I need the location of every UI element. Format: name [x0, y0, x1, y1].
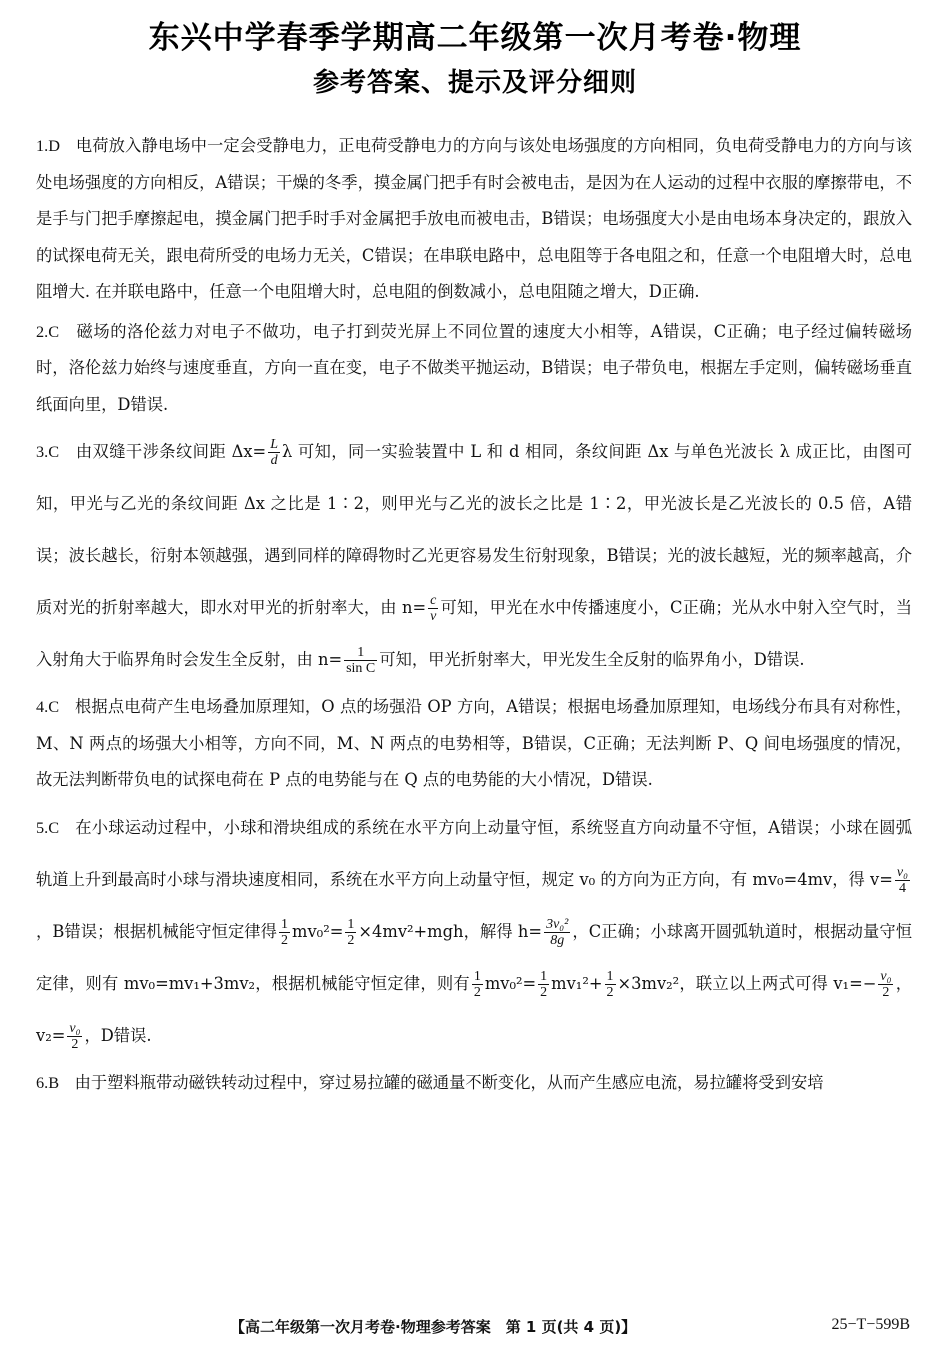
answers-body — [36, 128, 912, 1104]
answer-label: 5.C — [36, 817, 60, 837]
answer-text: 根据点电荷产生电场叠加原理知，O 点的场强沿 OP 方向，A错误；根据电场叠加原理知，电场线分布具有对称性，M、N 两点的场强大小相等，方向不同，M、N 两点的电势相等，B错误，C正确；无法判断 P、Q 间电场强度的情况，故无法判断带负电的试探电荷在 P 点的电势能与在 Q 点的电势能的大小情况，D错误. — [36, 697, 912, 789]
answer-label: 4.C — [36, 697, 60, 716]
answer-label: 1.D — [36, 136, 60, 155]
fraction: $\frac{1}{2}$ — [347, 916, 355, 948]
answer-item-5: 5.C 在小球运动过程中，小球和滑块组成的系统在水平方向上动量守恒，系统竖直方向动量不守恒，A错误；小球在圆弧轨道上升到最高时小球与滑块速度相同，系统在水平方向上动量守恒，规定 v₀ 的方向为正方向，有 mv₀=4mv，得 v= $\frac{\text{v₀}}{4}$ ，B错误；根据机械能守恒定律得 $\frac{1}{2}$ mv₀²= $\frac{1}{2}$ ×4mv²+mgh，解得 h= $\frac{\text{3v₀²}}{8g}$ ，C正确；小球离开圆弧轨道时，根据动量守恒定律，则有 mv₀=mv₁+3mv₂，根据机械能守恒定律，则有 $\frac{1}{2}$ mv₀²= $\frac{1}{2}$ mv₁²+ $\frac{1}{2}$ ×3mv₂²，联立以上两式可得 v₁=− $\frac{\text{v₀}}{2}$ ，v₂= $\frac{\text{v₀}}{2}$ ，D错误. — [36, 817, 913, 1052]
answer-item-6 — [36, 1065, 912, 1102]
fraction: $\frac{1}{2}$ — [540, 968, 548, 1000]
page-subtitle: 参考答案、提示及评分细则 — [312, 68, 637, 98]
answer-text: 磁场的洛伦兹力对电子不做功，电子打到荧光屏上不同位置的速度大小相等，A错误，C正确；电子经过偏转磁场时，洛伦兹力始终与速度垂直，方向一直在变，电子不做类平抛运动，B错误；电子带负电，根据左手定则，偏转磁场垂直纸面向里，D错误. — [36, 321, 912, 414]
page-title: 东兴中学春季学期高二年级第一次月考卷·物理 — [148, 20, 802, 56]
fraction: $\frac{1}{\text{sin C}}$ — [346, 645, 376, 676]
footer-page-info: 【高二年级第一次月考卷·物理参考答案 第 1 页(共 4 页)】 — [230, 1318, 637, 1336]
fraction: $\frac{L}{d}$ — [270, 437, 278, 468]
fraction: $\frac{\text{3v₀²}}{8g}$ — [546, 916, 569, 948]
answer-item-3: 3.C 由双缝干涉条纹间距 Δx= $\frac{L}{d}$ λ 可知，同一实验装置中 L 和 d 相同，条纹间距 Δx 与单色光波长 λ 成正比，由图可知，甲光与乙光的条纹间距 Δx 之比是 1∶2，则甲光与乙光的波长之比是 1∶2，甲光波长是乙光波长的 0.5 倍，A错误；波长越长，衍射本领越强，遇到同样的障碍物时乙光更容易发生衍射现象，B错误；光的波长越短，光的频率越高，介质对光的折射率越大，即水对甲光的折射率大，由 n= $\frac{c}{v}$ 可知，甲光在水中传播速度小，C正确；光从水中射入空气时，当入射角大于临界角时会发生全反射，由 n= $\frac{1}{\text{sin C}}$ 可知，甲光折射率大，甲光发生全反射的临界角小，D错误. — [36, 437, 912, 676]
answer-text: 由双缝干涉条纹间距 Δx= — [75, 442, 267, 461]
fraction: $\frac{1}{2}$ — [473, 968, 481, 1000]
answer-label: 3.C — [36, 442, 60, 461]
answer-label: 2.C — [36, 321, 60, 341]
fraction: $\frac{1}{2}$ — [606, 968, 614, 1000]
fraction: $\frac{1}{2}$ — [281, 916, 289, 948]
fraction: $\frac{\text{v₀}}{2}$ — [69, 1020, 81, 1052]
answer-label: 6.B — [36, 1072, 60, 1092]
answer-item-4 — [36, 689, 912, 799]
answer-item-2 — [36, 314, 912, 424]
page-footer — [0, 1316, 950, 1346]
answer-text: 由于塑料瓶带动磁铁转动过程中，穿过易拉罐的磁通量不断变化，从而产生感应电流，易拉罐将受到安培 — [74, 1072, 824, 1092]
answer-item-1 — [36, 128, 912, 311]
fraction: $\frac{\text{v₀}}{4}$ — [896, 864, 908, 896]
answer-text: 电荷放入静电场中一定会受静电力，正电荷受静电力的方向与该处电场强度的方向相同，负电荷受静电力的方向与该处电场强度的方向相反，A错误；干燥的冬季，摸金属门把手有时会被电击，是因为在人运动的过程中衣服的摩擦带电，不是手与门把手摩擦起电，摸金属门把手时手对金属把手放电而被电击，B错误；电场强度大小是由电场本身决定的，跟放入的试探电荷无关，跟电荷所受的电场力无关，C错误；在串联电路中，总电阻等于各电阻之和，任意一个电阻增大时，总电阻增大. 在并联电路中，任意一个电阻增大时，总电阻的倒数减小，总电阻随之增大，D正确. — [36, 136, 912, 301]
footer-code: 25−T−599B — [831, 1316, 910, 1333]
fraction: $\frac{c}{v}$ — [430, 593, 437, 624]
fraction: $\frac{\text{v₀}}{2}$ — [880, 968, 892, 1000]
